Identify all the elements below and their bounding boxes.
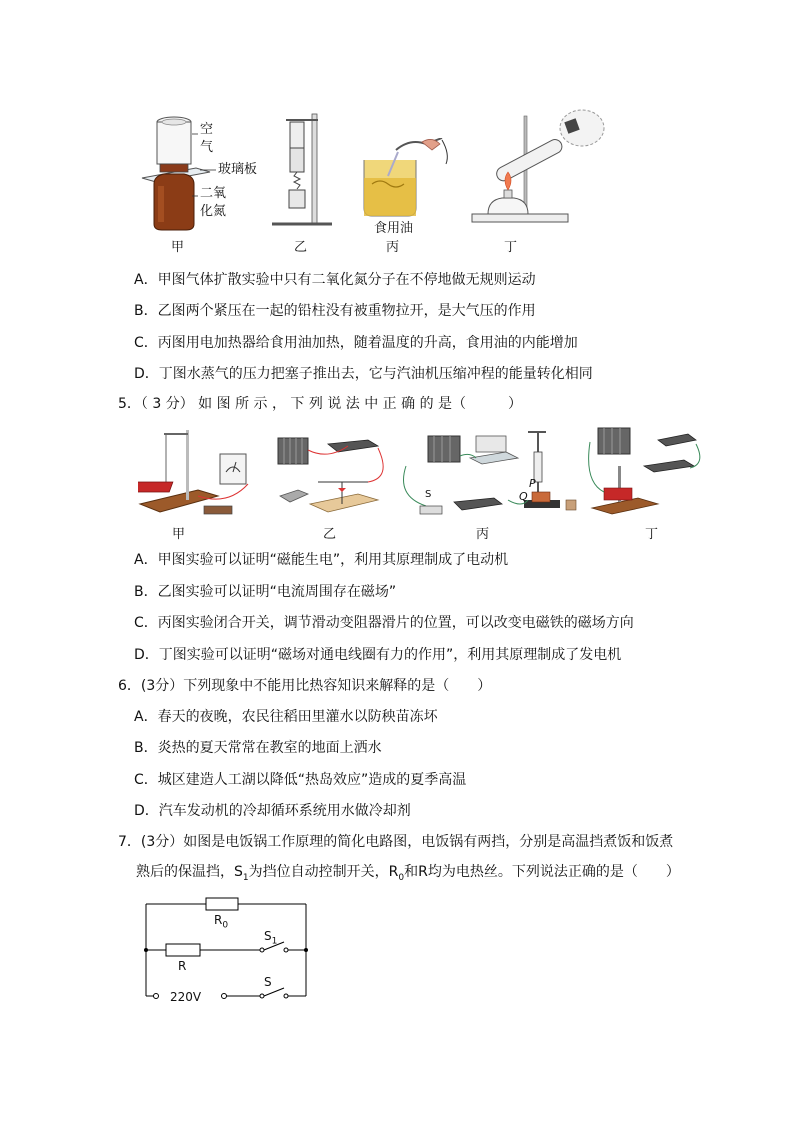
label-edible-oil: 食用油 [374,221,414,236]
label-air-2: 气 [200,140,214,155]
label-no2-2: 化氮 [200,204,227,219]
figure-label-ding: 丁 [504,240,518,255]
q5-bing-label-s: S [425,489,432,500]
q7-stem-part-c: 和R均为电热丝。下列说法正确的是（ ） [404,864,680,880]
q4-option-c: C．丙图用电加热器给食用油加热，随着温度的升高，食用油的内能增加 [134,335,578,351]
q7-label-r: R [178,959,187,973]
figure-label-yi: 乙 [294,240,308,255]
resistor-r [166,944,200,956]
q6-option-d: D．汽车发动机的冷却循环系统用水做冷却剂 [134,803,411,819]
q7-stem-line2 [136,862,680,882]
q7-stem-part-b: 为挡位自动控制开关，R [248,864,399,880]
label-no2-1: 二氧 [200,186,227,201]
q5-option-d: D．丁图实验可以证明“磁场对通电线圈有力的作用”，利用其原理制成了发电机 [134,647,622,663]
q7-stem-part-a: 熟后的保温挡，S [136,864,243,880]
q5-figure-label-ding: 丁 [645,527,659,542]
figure-label-bing: 丙 [386,240,400,255]
label-air-1: 空 [200,122,214,137]
q5-bing-label-p: P [529,477,536,490]
q7-stem-sub-1: 1 [242,872,249,883]
q7-label-voltage: 220V [170,990,202,1004]
q5-figure-label-jia: 甲 [172,527,186,542]
figure-bing-heating-oil [358,138,458,218]
q7-circuit-diagram [136,894,316,1006]
q4-option-b: B．乙图两个紧压在一起的铅柱没有被重物拉开，是大气压的作用 [134,303,536,319]
resistor-r0 [206,898,238,910]
q4-option-d: D．丁图水蒸气的压力把塞子推出去，它与汽油机压缩冲程的能量转化相同 [134,366,593,382]
q5-option-a: A．甲图实验可以证明“磁能生电”，利用其原理制成了电动机 [134,552,509,568]
q7-label-r0: $R_0$ [214,913,229,931]
q5-option-c: C．丙图实验闭合开关，调节滑动变阻器滑片的位置，可以改变电磁铁的磁场方向 [134,615,634,631]
q5-figure-label-bing: 丙 [476,527,490,542]
q7-stem-line1: 7．(3分）如图是电饭锅工作原理的简化电路图，电饭锅有两挡，分别是高温挡煮饭和饭煮 [118,834,674,850]
q7-stem-sub-0: 0 [398,872,405,883]
figure-label-jia: 甲 [171,240,185,255]
q5-bing-label-q: Q [519,490,528,503]
figure-yi-lead-cylinders [268,112,338,232]
figure-ding-steam-stopper [468,102,608,228]
figure-q5-jia-induction [138,424,270,520]
q6-option-a: A．春天的夜晚，农民往稻田里灌水以防秧苗冻坏 [134,709,438,725]
q7-label-s1: $S_1$ [264,929,278,947]
q7-label-s: S [264,975,272,989]
q5-option-b: B．乙图实验可以证明“电流周围存在磁场” [134,584,397,600]
q4-option-a: A．甲图气体扩散实验中只有二氧化氮分子在不停地做无规则运动 [134,272,536,288]
q5-figure-label-yi: 乙 [323,527,337,542]
figure-q5-bing-electromagnet [398,426,584,522]
figure-q5-ding-coil [588,422,706,522]
q6-option-c: C．城区建造人工湖以降低“热岛效应”造成的夏季高温 [134,772,467,788]
label-glass-plate: 玻璃板 [218,162,258,177]
figure-q5-yi-oersted [268,432,394,520]
q6-option-b: B．炎热的夏天常常在教室的地面上洒水 [134,740,382,756]
q6-stem: 6．(3分）下列现象中不能用比热容知识来解释的是（ ） [118,678,492,694]
q5-stem: 5．（ 3 分） 如 图 所 示 ， 下 列 说 法 中 正 确 的 是（ ） [118,396,523,412]
